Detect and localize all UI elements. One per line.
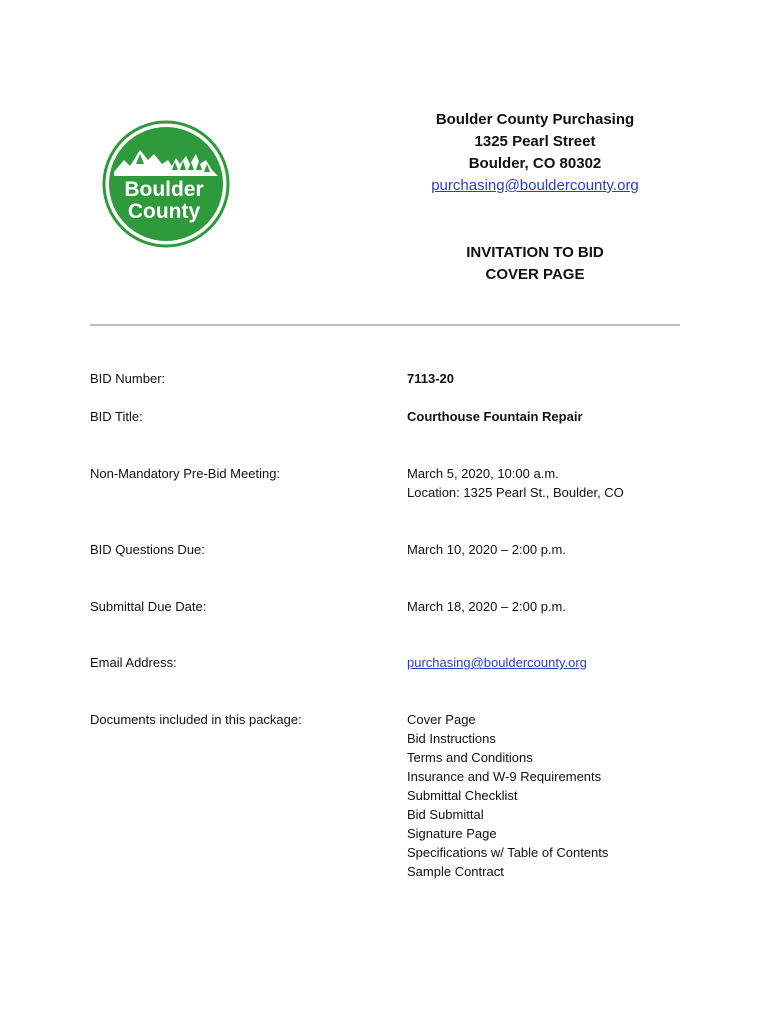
prebid-meeting-date: March 5, 2020, 10:00 a.m. — [407, 466, 559, 481]
title-line2: COVER PAGE — [485, 266, 585, 283]
questions-due-value: March 10, 2020 – 2:00 p.m. — [407, 542, 566, 557]
documents-label: Documents included in this package: — [90, 712, 302, 727]
document-item: Bid Submittal — [407, 807, 484, 822]
document-item: Terms and Conditions — [407, 750, 533, 765]
bid-number-label: BID Number: — [90, 371, 166, 386]
header-email-link[interactable]: purchasing@bouldercounty.org — [431, 177, 639, 194]
city-state-zip: Boulder, CO 80302 — [468, 155, 602, 172]
documents-list-container — [407, 710, 608, 881]
document-title — [400, 242, 670, 286]
bid-title-label: BID Title: — [90, 409, 143, 424]
document-item: Sample Contract — [407, 864, 504, 879]
document-item: Insurance and W-9 Requirements — [407, 769, 602, 784]
document-item: Cover Page — [407, 712, 476, 727]
boulder-county-logo — [102, 120, 230, 248]
org-name: Boulder County Purchasing — [435, 111, 635, 128]
bid-title-value: Courthouse Fountain Repair — [407, 409, 583, 424]
submittal-due-label: Submittal Due Date: — [90, 599, 207, 614]
prebid-meeting-label: Non-Mandatory Pre-Bid Meeting: — [90, 466, 281, 481]
prebid-meeting-location: Location: 1325 Pearl St., Boulder, CO — [407, 485, 624, 500]
email-address-label: Email Address: — [90, 655, 177, 670]
bid-number-value: 7113-20 — [407, 371, 454, 386]
prebid-meeting-value — [407, 464, 624, 502]
document-item: Specifications w/ Table of Contents — [407, 845, 609, 860]
document-item: Signature Page — [407, 826, 497, 841]
title-line1: INVITATION TO BID — [466, 244, 604, 261]
logo-text-line1: Boulder — [124, 178, 204, 201]
email-address-value — [407, 653, 587, 672]
questions-due-label: BID Questions Due: — [90, 542, 205, 557]
submittal-due-value: March 18, 2020 – 2:00 p.m. — [407, 599, 566, 614]
documents-list — [407, 710, 608, 881]
logo-text-line2: County — [127, 200, 201, 223]
email-address-link[interactable]: purchasing@bouldercounty.org — [407, 655, 587, 670]
document-item: Bid Instructions — [407, 731, 496, 746]
document-item: Submittal Checklist — [407, 788, 518, 803]
street-address: 1325 Pearl Street — [474, 133, 596, 150]
header-address — [400, 109, 670, 197]
divider — [90, 324, 680, 326]
